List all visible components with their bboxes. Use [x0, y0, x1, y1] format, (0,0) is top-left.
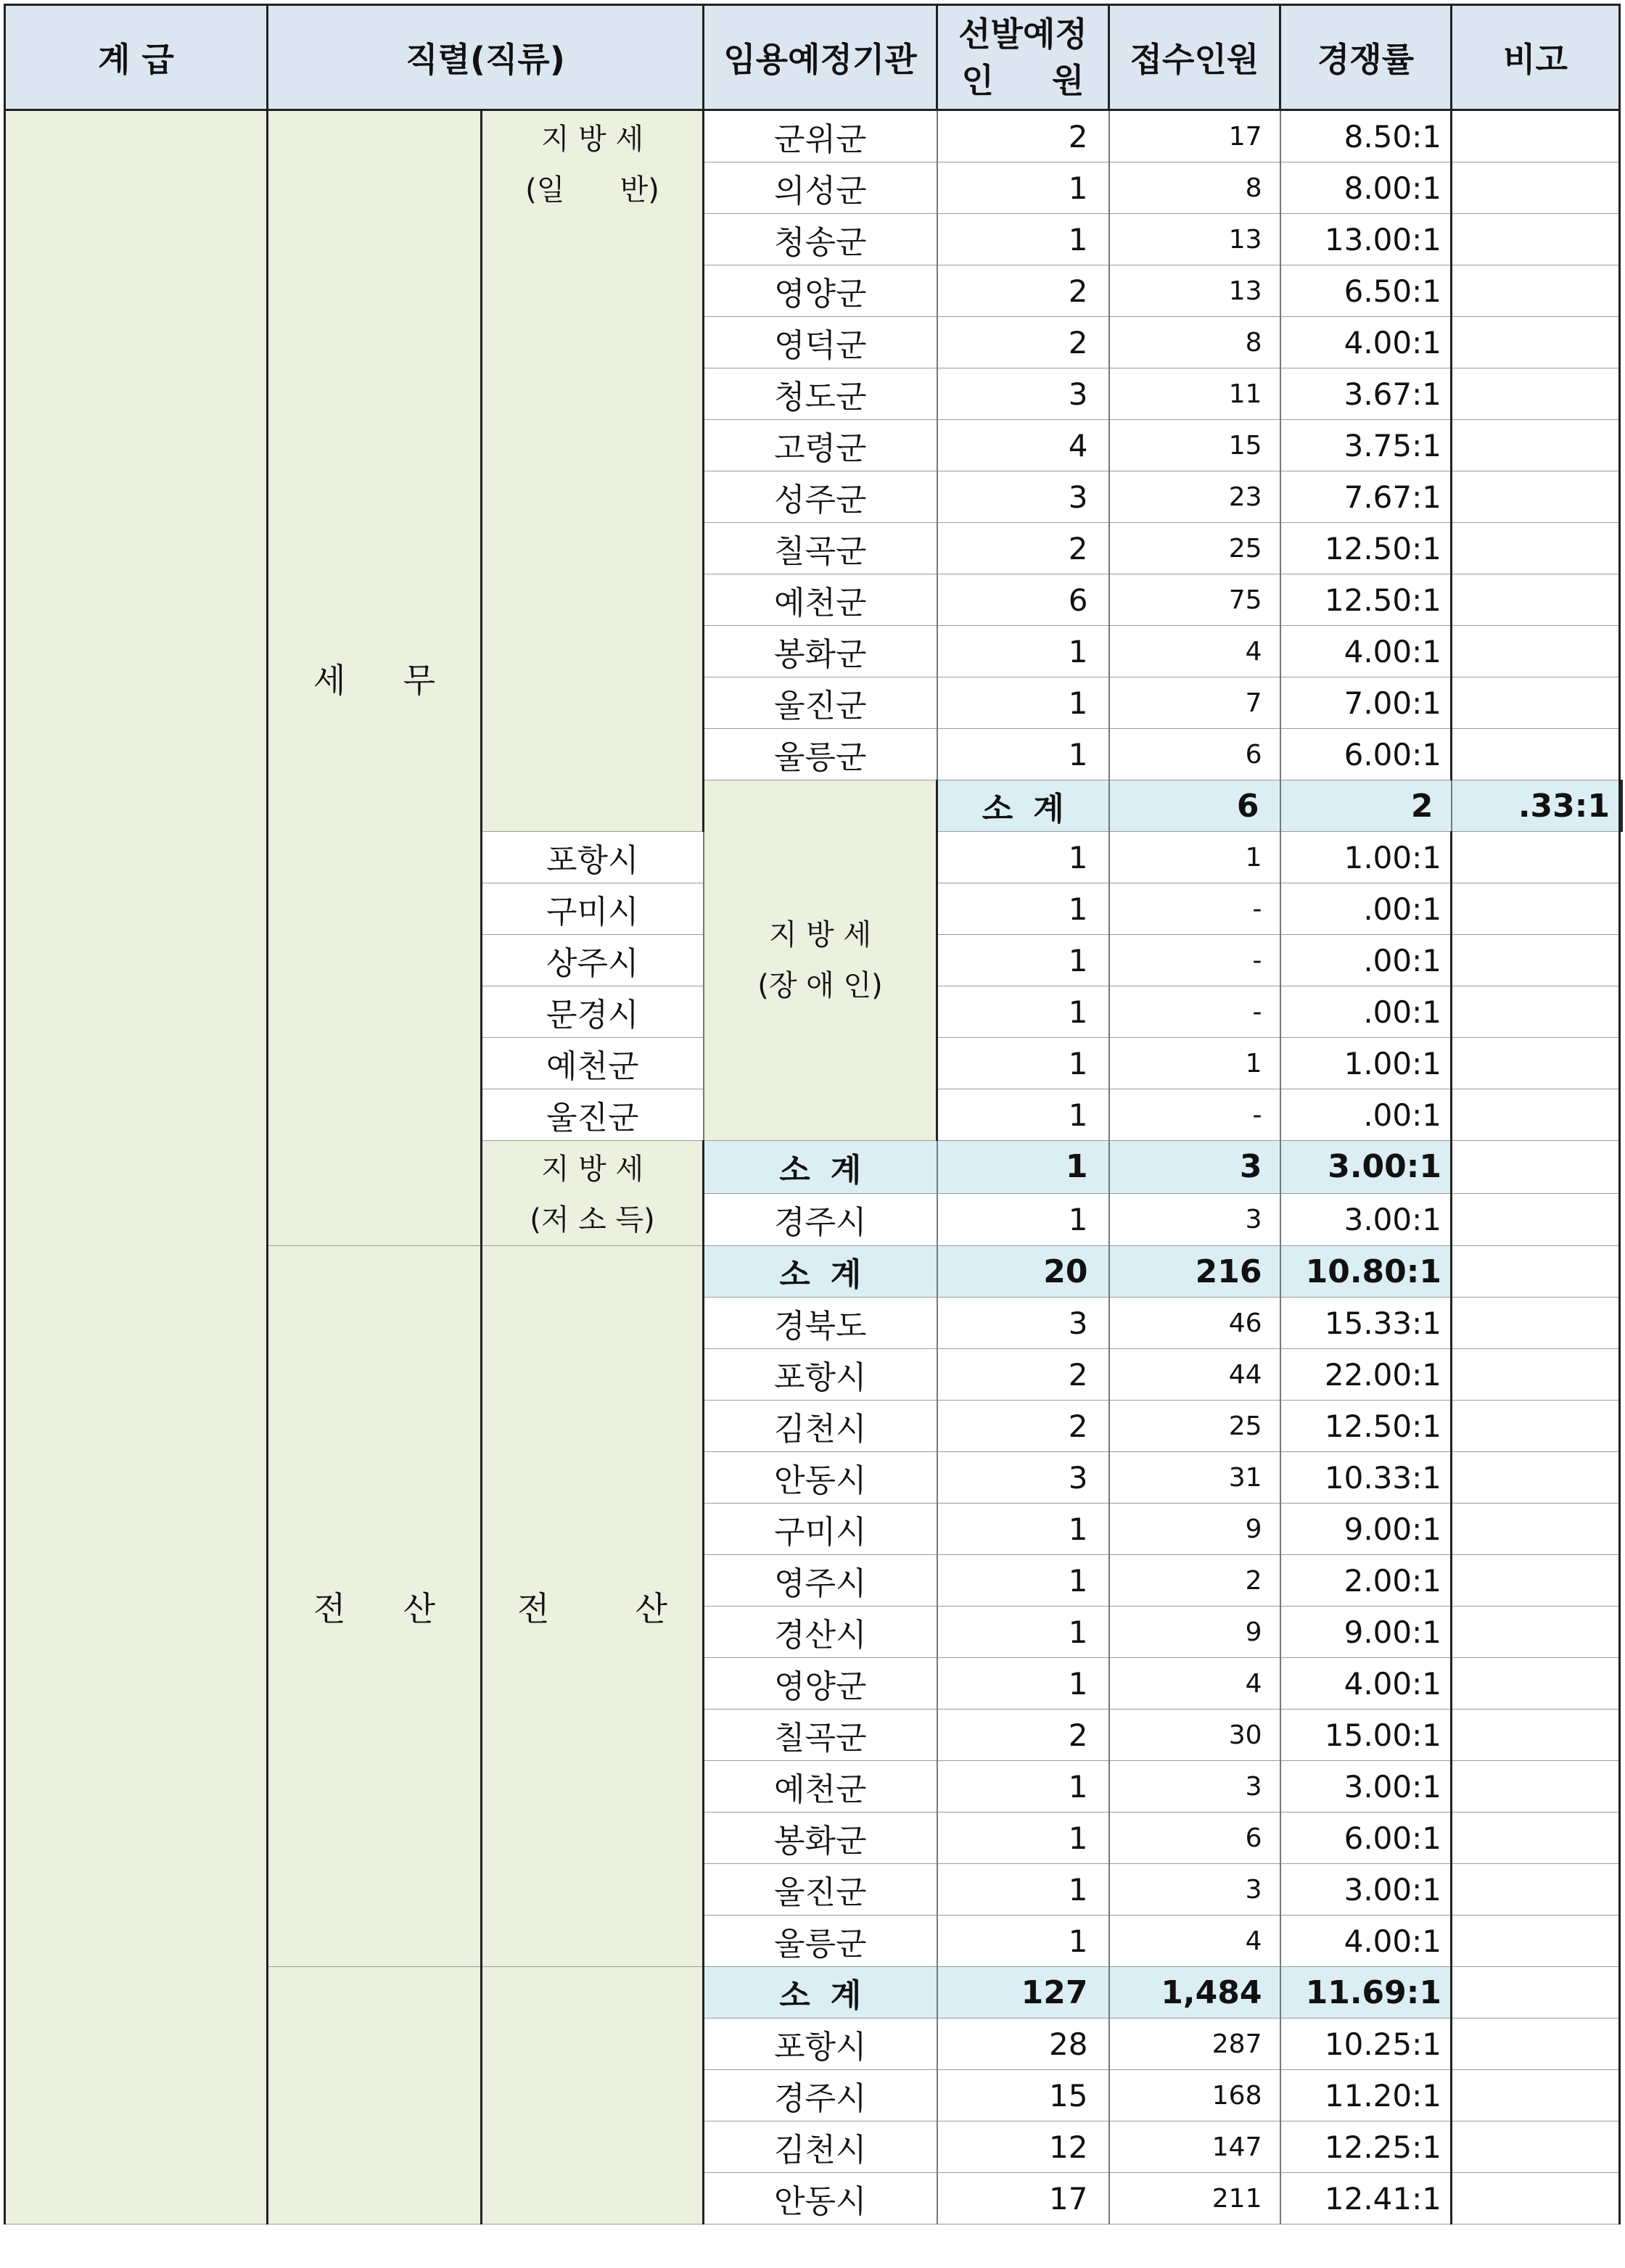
header-row	[5, 5, 1622, 110]
applicant-count-cell: 1	[1109, 832, 1280, 883]
note-cell	[1452, 471, 1620, 523]
note-cell	[1452, 265, 1620, 317]
note-cell	[1452, 1401, 1620, 1452]
org-cell: 소계	[937, 780, 1109, 832]
applicant-count-cell: 11	[1109, 368, 1280, 420]
competition-rate-cell: 1.00:1	[1280, 1038, 1452, 1089]
selection-count-cell: 20	[937, 1246, 1109, 1298]
selection-count-cell: 1	[937, 162, 1109, 214]
level-cell	[5, 110, 268, 2224]
competition-rate-cell: 9.00:1	[1280, 1504, 1452, 1555]
header-selection-line2: 인 원	[961, 61, 1085, 100]
competition-rate-cell: 8.00:1	[1280, 162, 1452, 214]
applicant-count-cell: 147	[1109, 2121, 1280, 2173]
note-cell	[1452, 368, 1620, 420]
competition-rate-cell: .00:1	[1280, 986, 1452, 1038]
selection-count-cell: 1	[937, 1038, 1109, 1089]
selection-count-cell: 1	[937, 1555, 1109, 1607]
selection-count-cell: 1	[937, 626, 1109, 677]
subcategory-it-char2: 산	[635, 1588, 667, 1628]
competition-rate-cell: 22.00:1	[1280, 1349, 1452, 1401]
selection-count-cell: 2	[937, 265, 1109, 317]
applicant-count-cell: 15	[1109, 420, 1280, 471]
selection-count-cell: 2	[937, 1401, 1109, 1452]
org-cell: 봉화군	[704, 626, 937, 677]
competition-rate-cell: 3.75:1	[1280, 420, 1452, 471]
selection-count-cell: 1	[937, 677, 1109, 729]
selection-count-cell: 2	[937, 317, 1109, 368]
note-cell	[1452, 677, 1620, 729]
org-cell: 포항시	[704, 1349, 937, 1401]
subcategory-label-line2: (저 소 득)	[530, 1203, 655, 1237]
competition-rate-cell: 3.00:1	[1280, 1761, 1452, 1813]
org-cell: 울릉군	[704, 1916, 937, 1967]
note-cell	[1452, 935, 1620, 986]
competition-rate-cell: 15.33:1	[1280, 1298, 1452, 1349]
org-cell: 군위군	[704, 110, 937, 162]
competition-rate-table	[4, 4, 1623, 2224]
category-tax-char1: 세	[313, 661, 346, 700]
selection-count-cell: 1	[937, 1761, 1109, 1813]
applicant-count-cell: 25	[1109, 1401, 1280, 1452]
selection-count-cell: 1	[937, 1607, 1109, 1658]
org-cell: 고령군	[704, 420, 937, 471]
applicant-count-cell: 168	[1109, 2070, 1280, 2121]
applicant-count-cell: 8	[1109, 317, 1280, 368]
competition-rate-cell: .33:1	[1452, 780, 1620, 832]
org-cell: 울진군	[482, 1089, 704, 1141]
competition-rate-cell: 10.80:1	[1280, 1246, 1452, 1298]
subcategory-label-line1: 지 방 세	[768, 918, 872, 952]
org-cell: 김천시	[704, 1401, 937, 1452]
header-selection-line1: 선발예정	[958, 15, 1087, 54]
selection-count-cell: 2	[937, 523, 1109, 574]
competition-rate-cell: 15.00:1	[1280, 1710, 1452, 1761]
selection-count-cell: 6	[937, 574, 1109, 626]
applicant-count-cell: 31	[1109, 1452, 1280, 1504]
org-cell: 김천시	[704, 2121, 937, 2173]
table-row	[5, 110, 1622, 162]
org-cell: 칠곡군	[704, 1710, 937, 1761]
note-cell	[1452, 317, 1620, 368]
subcategory-it	[482, 1246, 704, 1967]
note-cell	[1452, 1298, 1620, 1349]
selection-count-cell: 1	[937, 1916, 1109, 1967]
selection-count-cell: 1	[937, 1813, 1109, 1864]
note-cell	[1452, 214, 1620, 265]
selection-count-cell: 3	[937, 1298, 1109, 1349]
selection-count-cell: 1	[937, 986, 1109, 1038]
org-cell: 영덕군	[704, 317, 937, 368]
org-cell: 영주시	[704, 1555, 937, 1607]
org-cell: 영양군	[704, 1658, 937, 1710]
applicant-count-cell: 75	[1109, 574, 1280, 626]
applicant-count-cell: 1,484	[1109, 1967, 1280, 2018]
applicant-count-cell: 2	[1280, 780, 1452, 832]
note-cell	[1452, 1607, 1620, 1658]
competition-rate-cell: 6.50:1	[1280, 265, 1452, 317]
applicant-count-cell: 1	[1109, 1038, 1280, 1089]
selection-count-cell: 1	[937, 1193, 1109, 1246]
selection-count-cell: 12	[937, 2121, 1109, 2173]
org-cell: 영양군	[704, 265, 937, 317]
subcategory-label-line2: (일 반)	[525, 173, 659, 207]
note-cell	[1452, 1967, 1620, 2018]
applicant-count-cell: -	[1109, 1089, 1280, 1141]
org-cell: 청도군	[704, 368, 937, 420]
competition-rate-cell: 10.25:1	[1280, 2018, 1452, 2070]
applicant-count-cell: 23	[1109, 471, 1280, 523]
subcategory-local-tax-general	[482, 110, 704, 832]
applicant-count-cell: 6	[1109, 1813, 1280, 1864]
selection-count-cell: 2	[937, 110, 1109, 162]
competition-rate-cell: 12.50:1	[1280, 1401, 1452, 1452]
competition-rate-cell: 4.00:1	[1280, 317, 1452, 368]
subcategory-label-line1: 지 방 세	[540, 123, 644, 156]
note-cell	[1452, 1555, 1620, 1607]
org-cell: 성주군	[704, 471, 937, 523]
applicant-count-cell: 3	[1109, 1864, 1280, 1916]
selection-count-cell: 1	[937, 832, 1109, 883]
selection-count-cell: 4	[937, 420, 1109, 471]
note-cell	[1452, 986, 1620, 1038]
competition-rate-cell: 6.00:1	[1280, 1813, 1452, 1864]
selection-count-cell: 28	[937, 2018, 1109, 2070]
header-note: 비고	[1452, 5, 1620, 110]
applicant-count-cell: 9	[1109, 1504, 1280, 1555]
selection-count-cell: 3	[937, 471, 1109, 523]
note-cell	[1452, 626, 1620, 677]
applicant-count-cell: 3	[1109, 1761, 1280, 1813]
applicant-count-cell: 211	[1109, 2173, 1280, 2224]
note-cell	[1452, 1658, 1620, 1710]
note-cell	[1452, 729, 1620, 780]
selection-count-cell: 1	[937, 935, 1109, 986]
competition-rate-cell: 12.25:1	[1280, 2121, 1452, 2173]
selection-count-cell: 3	[937, 368, 1109, 420]
applicant-count-cell: 9	[1109, 1607, 1280, 1658]
applicant-count-cell: 3	[1109, 1141, 1280, 1194]
org-cell: 경북도	[704, 1298, 937, 1349]
note-cell	[1452, 420, 1620, 471]
competition-rate-cell: 3.00:1	[1280, 1193, 1452, 1246]
header-applicants: 접수인원	[1109, 5, 1280, 110]
selection-count-cell: 1	[937, 883, 1109, 935]
org-cell: 상주시	[482, 935, 704, 986]
subcategory-local-tax-disabled	[704, 780, 937, 1141]
competition-rate-cell: 13.00:1	[1280, 214, 1452, 265]
selection-count-cell: 1	[937, 1089, 1109, 1141]
applicant-count-cell: 2	[1109, 1555, 1280, 1607]
note-cell	[1452, 162, 1620, 214]
competition-rate-cell: 4.00:1	[1280, 626, 1452, 677]
applicant-count-cell: 4	[1109, 1658, 1280, 1710]
selection-count-cell: 1	[937, 214, 1109, 265]
competition-rate-cell: 11.20:1	[1280, 2070, 1452, 2121]
applicant-count-cell: 3	[1109, 1193, 1280, 1246]
header-rate: 경쟁률	[1280, 5, 1452, 110]
org-cell: 울릉군	[704, 729, 937, 780]
category-it-char2: 산	[403, 1588, 435, 1628]
org-cell: 안동시	[704, 2173, 937, 2224]
applicant-count-cell: 216	[1109, 1246, 1280, 1298]
subcategory-next	[482, 1967, 704, 2224]
applicant-count-cell: 4	[1109, 626, 1280, 677]
selection-count-cell: 17	[937, 2173, 1109, 2224]
header-selection	[937, 5, 1109, 110]
org-cell: 울진군	[704, 1864, 937, 1916]
selection-count-cell: 1	[937, 729, 1109, 780]
org-cell: 의성군	[704, 162, 937, 214]
org-cell: 예천군	[482, 1038, 704, 1089]
selection-count-cell: 2	[937, 1349, 1109, 1401]
note-cell	[1452, 1349, 1620, 1401]
note-cell	[1452, 1038, 1620, 1089]
competition-rate-cell: 12.50:1	[1280, 523, 1452, 574]
org-cell: 경산시	[704, 1607, 937, 1658]
applicant-count-cell: -	[1109, 883, 1280, 935]
category-tax-char2: 무	[403, 661, 435, 700]
selection-count-cell: 6	[1109, 780, 1280, 832]
applicant-count-cell: 7	[1109, 677, 1280, 729]
applicant-count-cell: 46	[1109, 1298, 1280, 1349]
note-cell	[1452, 1141, 1620, 1194]
competition-rate-cell: 11.69:1	[1280, 1967, 1452, 2018]
header-org: 임용예정기관	[704, 5, 937, 110]
note-cell	[1452, 574, 1620, 626]
note-cell	[1452, 2121, 1620, 2173]
competition-rate-cell: .00:1	[1280, 1089, 1452, 1141]
category-it-char1: 전	[313, 1588, 346, 1628]
applicant-count-cell: 287	[1109, 2018, 1280, 2070]
note-cell	[1620, 780, 1622, 832]
header-series: 직렬(직류)	[268, 5, 704, 110]
note-cell	[1452, 523, 1620, 574]
competition-rate-cell: 7.67:1	[1280, 471, 1452, 523]
org-cell: 청송군	[704, 214, 937, 265]
competition-rate-cell: .00:1	[1280, 935, 1452, 986]
org-cell: 예천군	[704, 574, 937, 626]
selection-count-cell: 15	[937, 2070, 1109, 2121]
selection-count-cell: 127	[937, 1967, 1109, 2018]
org-cell: 소계	[704, 1967, 937, 2018]
org-cell: 안동시	[704, 1452, 937, 1504]
competition-rate-cell: 12.41:1	[1280, 2173, 1452, 2224]
category-next	[268, 1967, 482, 2224]
applicant-count-cell: -	[1109, 935, 1280, 986]
org-cell: 울진군	[704, 677, 937, 729]
competition-rate-cell: 6.00:1	[1280, 729, 1452, 780]
competition-rate-cell: 3.67:1	[1280, 368, 1452, 420]
applicant-count-cell: 30	[1109, 1710, 1280, 1761]
note-cell	[1452, 2070, 1620, 2121]
competition-rate-cell: 12.50:1	[1280, 574, 1452, 626]
applicant-count-cell: 44	[1109, 1349, 1280, 1401]
note-cell	[1452, 2173, 1620, 2224]
org-cell: 포항시	[704, 2018, 937, 2070]
org-cell: 소계	[704, 1141, 937, 1194]
org-cell: 경주시	[704, 2070, 937, 2121]
note-cell	[1452, 2018, 1620, 2070]
applicant-count-cell: 17	[1109, 110, 1280, 162]
note-cell	[1452, 1246, 1620, 1298]
competition-rate-cell: 4.00:1	[1280, 1658, 1452, 1710]
org-cell: 구미시	[482, 883, 704, 935]
org-cell: 예천군	[704, 1761, 937, 1813]
selection-count-cell: 2	[937, 1710, 1109, 1761]
applicant-count-cell: 13	[1109, 265, 1280, 317]
note-cell	[1452, 1089, 1620, 1141]
org-cell: 경주시	[704, 1193, 937, 1246]
competition-rate-cell: 4.00:1	[1280, 1916, 1452, 1967]
org-cell: 봉화군	[704, 1813, 937, 1864]
competition-rate-cell: 2.00:1	[1280, 1555, 1452, 1607]
competition-rate-cell: 8.50:1	[1280, 110, 1452, 162]
applicant-count-cell: 25	[1109, 523, 1280, 574]
org-cell: 문경시	[482, 986, 704, 1038]
org-cell: 소계	[704, 1246, 937, 1298]
subcategory-label-line1: 지 방 세	[540, 1152, 644, 1186]
note-cell	[1452, 883, 1620, 935]
org-cell: 칠곡군	[704, 523, 937, 574]
category-tax	[268, 110, 482, 1246]
subcategory-local-tax-lowincome	[482, 1141, 704, 1246]
selection-count-cell: 1	[937, 1504, 1109, 1555]
org-cell: 구미시	[704, 1504, 937, 1555]
applicant-count-cell: 8	[1109, 162, 1280, 214]
org-cell: 포항시	[482, 832, 704, 883]
competition-rate-cell: 10.33:1	[1280, 1452, 1452, 1504]
note-cell	[1452, 832, 1620, 883]
selection-count-cell: 1	[937, 1658, 1109, 1710]
header-level: 계 급	[5, 5, 268, 110]
selection-count-cell: 1	[937, 1141, 1109, 1194]
competition-rate-cell: 3.00:1	[1280, 1141, 1452, 1194]
applicant-count-cell: 6	[1109, 729, 1280, 780]
competition-rate-cell: .00:1	[1280, 883, 1452, 935]
applicant-count-cell: 13	[1109, 214, 1280, 265]
selection-count-cell: 1	[937, 1864, 1109, 1916]
competition-rate-cell: 7.00:1	[1280, 677, 1452, 729]
note-cell	[1452, 1710, 1620, 1761]
applicant-count-cell: 4	[1109, 1916, 1280, 1967]
category-it	[268, 1246, 482, 1967]
note-cell	[1452, 110, 1620, 162]
competition-rate-cell: 1.00:1	[1280, 832, 1452, 883]
note-cell	[1452, 1504, 1620, 1555]
note-cell	[1452, 1452, 1620, 1504]
competition-rate-cell: 3.00:1	[1280, 1864, 1452, 1916]
selection-count-cell: 3	[937, 1452, 1109, 1504]
note-cell	[1452, 1916, 1620, 1967]
note-cell	[1452, 1864, 1620, 1916]
note-cell	[1452, 1193, 1620, 1246]
note-cell	[1452, 1813, 1620, 1864]
note-cell	[1452, 1761, 1620, 1813]
competition-rate-cell: 9.00:1	[1280, 1607, 1452, 1658]
subcategory-it-char1: 전	[517, 1588, 550, 1628]
applicant-count-cell: -	[1109, 986, 1280, 1038]
subcategory-label-line2: (장 애 인)	[757, 969, 883, 1002]
